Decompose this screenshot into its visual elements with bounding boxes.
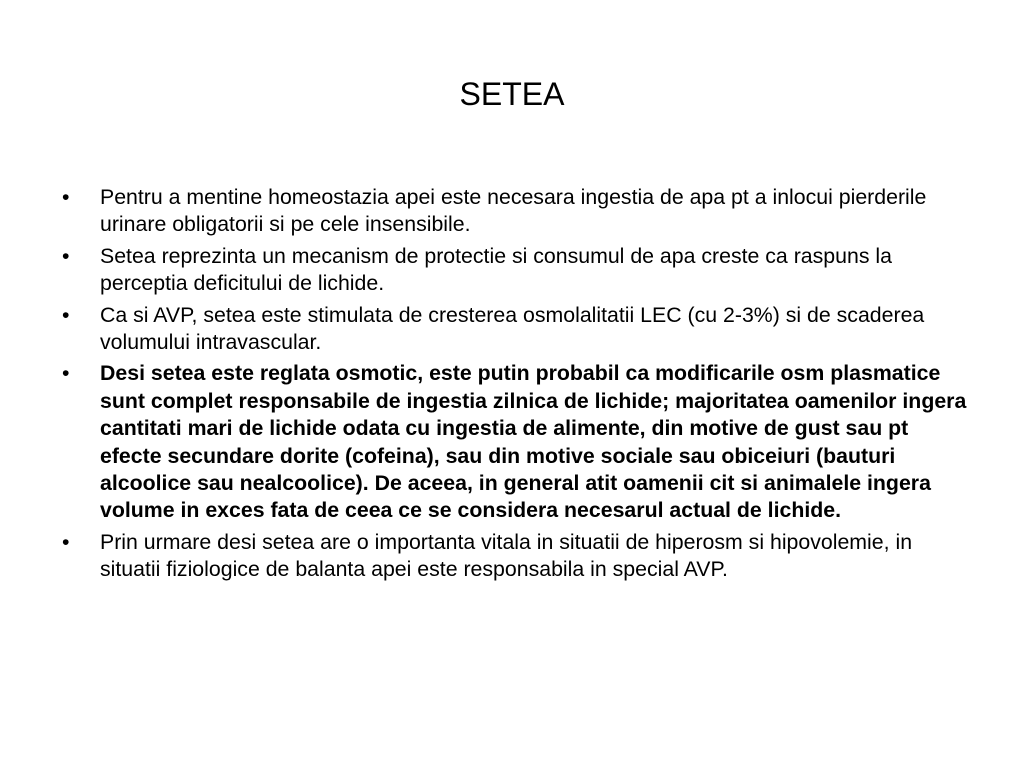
- bullet-text: Pentru a mentine homeostazia apei este necesara ingestia de apa pt a inlocui pierderile urinare obligatorii si pe cele insensibile.: [100, 185, 927, 237]
- bullet-icon: •: [62, 243, 70, 268]
- bullet-text: Setea reprezinta un mecanism de protectie si consumul de apa creste ca raspuns la perceptia deficitului de lichide.: [100, 243, 892, 296]
- bullet-list: [62, 184, 972, 588]
- bullet-icon: •: [62, 529, 70, 554]
- bullet-icon: •: [62, 185, 70, 209]
- slide-title: SETEA: [459, 76, 565, 112]
- bullet-text: Prin urmare desi setea are o importanta vitala in situatii de hiperosm si hipovolemie, in situatii fiziologice de balanta apei este responsabila in special AVP.: [100, 529, 913, 582]
- bullet-icon: •: [62, 361, 70, 386]
- bullet-text: Desi setea este reglata osmotic, este putin probabil ca modificarile osm plasmatice sunt complet responsabile de ingestia zilnica de lichide; majoritatea oamenilor ingera cantitati mari de lichide odata cu ingestia de alimente, din motive de gust sau pt efecte secundare dorite (cofeina), sau din motive sociale sau obiceiuri (bauturi alcoolice sau nealcoolice). De aceea, in general atit oamenii cit si animalele ingera volume in exces fata de ceea ce se considera necesarul actual de lichide.: [100, 361, 967, 523]
- bullet-item: [62, 243, 972, 298]
- bullet-text: Ca si AVP, setea este stimulata de cresterea osmolalitatii LEC (cu 2-3%) si de scaderea volumului intravascular.: [100, 302, 925, 355]
- bullet-item: [62, 184, 972, 239]
- bullet-item: [62, 529, 972, 584]
- bullet-icon: •: [62, 302, 70, 327]
- bullet-item-bold: [62, 360, 972, 524]
- bullet-item: [62, 302, 972, 357]
